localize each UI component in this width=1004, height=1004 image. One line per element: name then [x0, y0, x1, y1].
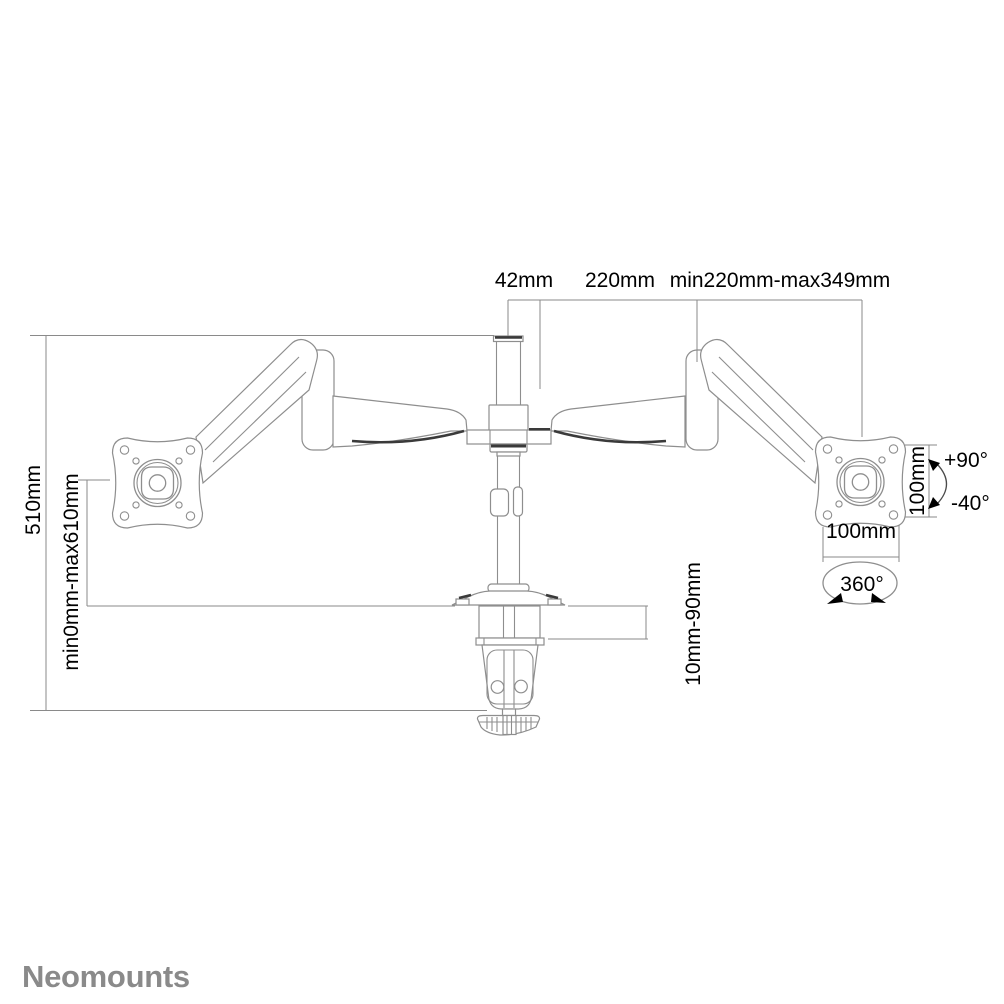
left-link-arm [333, 396, 467, 447]
dim-label-inner-arm: 220mm [584, 269, 656, 292]
dim-height-range [60, 473, 110, 670]
left-gas-spring-arm [196, 340, 317, 483]
tilt-range-indicator [928, 449, 990, 515]
swivel-indicator [823, 562, 897, 604]
clamp-knob [477, 716, 539, 736]
cable-clip-right [514, 487, 523, 516]
clamp-hole-left [491, 681, 504, 694]
desk-clamp [476, 606, 544, 735]
dim-label-pole-width: 42mm [494, 269, 554, 292]
dim-label-tilt-up: +90° [944, 449, 989, 472]
tilt-down-arrow-icon [928, 497, 940, 509]
neomounts-logo: Neomounts [22, 959, 190, 994]
dim-label-height-range: min0mm-max610mm [60, 473, 83, 671]
dim-label-vesa-width: 100mm [825, 520, 897, 543]
right-vesa-plate [816, 437, 906, 527]
left-vesa-plate [113, 438, 203, 528]
right-link-arm [551, 396, 685, 447]
dim-label-arm-reach: min220mm-max349mm [669, 269, 891, 292]
center-pole-upper [494, 336, 524, 415]
dim-label-desk-thickness: 10mm-90mm [682, 562, 705, 686]
dim-label-tilt-down: -40° [951, 492, 990, 515]
dim-vesa-width [823, 520, 899, 562]
cable-clip-left [491, 489, 509, 516]
dim-desk-thickness [87, 562, 705, 686]
monitor-mount-drawing [113, 336, 906, 735]
dim-label-swivel: 360° [840, 573, 884, 596]
desk-base-plate [452, 584, 565, 605]
dim-label-total-height: 510mm [22, 464, 45, 536]
right-gas-spring-arm [701, 340, 822, 483]
dim-label-vesa-height: 100mm [906, 445, 929, 517]
pole-hub-collar [467, 405, 551, 456]
clamp-hole-right [515, 680, 528, 693]
tilt-up-arrow-icon [928, 459, 940, 471]
center-pole-lower [491, 456, 523, 585]
